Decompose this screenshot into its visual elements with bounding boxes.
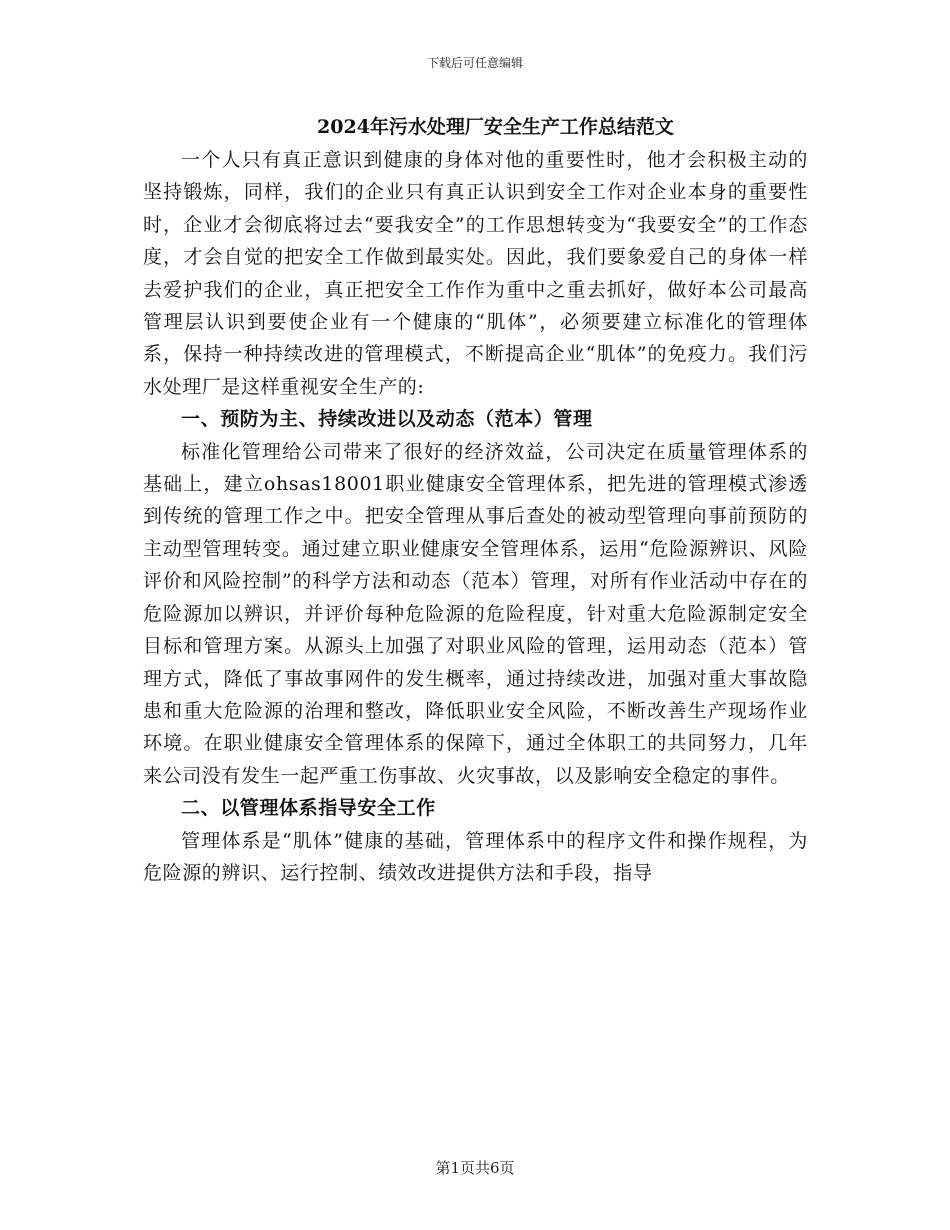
section-1-heading: 一、预防为主、持续改进以及动态（范本）管理 <box>181 408 593 431</box>
intro-paragraph: 一个人只有真正意识到健康的身体对他的重要性时，他才会积极主动的坚持锻炼，同样，我们的企业只有真正认识到安全工作对企业本身的重要性时，企业才会彻底将过去“要我安全”的工作思想转变为“我要安全”的工作态度，才会自觉的把安全工作做到最实处。因此，我们要象爱自己的身体一样去爱护我们的企业，真正把安全工作作为重中之重去抓好，做好本公司最高管理层认识到要使企业有一个健康的“肌体”，必须要建立标准化的管理体系，保持一种持续改进的管理模式，不断提高企业“肌体”的免疫力。我们污水处理厂是这样重视安全生产的: <box>143 149 808 398</box>
document-title: 2024年污水处理厂安全生产工作总结范文 <box>317 116 674 138</box>
section-2-heading: 二、以管理体系指导安全工作 <box>181 797 436 820</box>
page-footer: 第1页共6页 <box>435 1159 515 1177</box>
section-2-paragraph: 管理体系是“肌体”健康的基础，管理体系中的程序文件和操作规程，为危险源的辨识、运行控制、绩效改进提供方法和手段，指导 <box>143 829 808 884</box>
section-1-paragraph: 标准化管理给公司带来了很好的经济效益，公司决定在质量管理体系的基础上，建立ohsas18001职业健康安全管理体系，把先进的管理模式渗透到传统的管理工作之中。把安全管理从事后查处的被动型管理向事前预防的主动型管理转变。通过建立职业健康安全管理体系，运用“危险源辨识、风险评价和风险控制”的科学方法和动态（范本）管理，对所有作业活动中存在的危险源加以辨识，并评价每种危险源的危险程度，针对重大危险源制定安全目标和管理方案。从源头上加强了对职业风险的管理，运用动态（范本）管理方式，降低了事故事网件的发生概率，通过持续改进，加强对重大事故隐患和重大危险源的治理和整改，降低职业安全风险，不断改善生产现场作业环境。在职业健康安全管理体系的保障下，通过全体职工的共同努力，几年来公司没有发生一起严重工伤事故、火灾事故，以及影响安全稳定的事件。 <box>143 440 808 787</box>
document-body <box>143 110 808 889</box>
header-note: 下载后可任意编辑 <box>426 56 523 70</box>
